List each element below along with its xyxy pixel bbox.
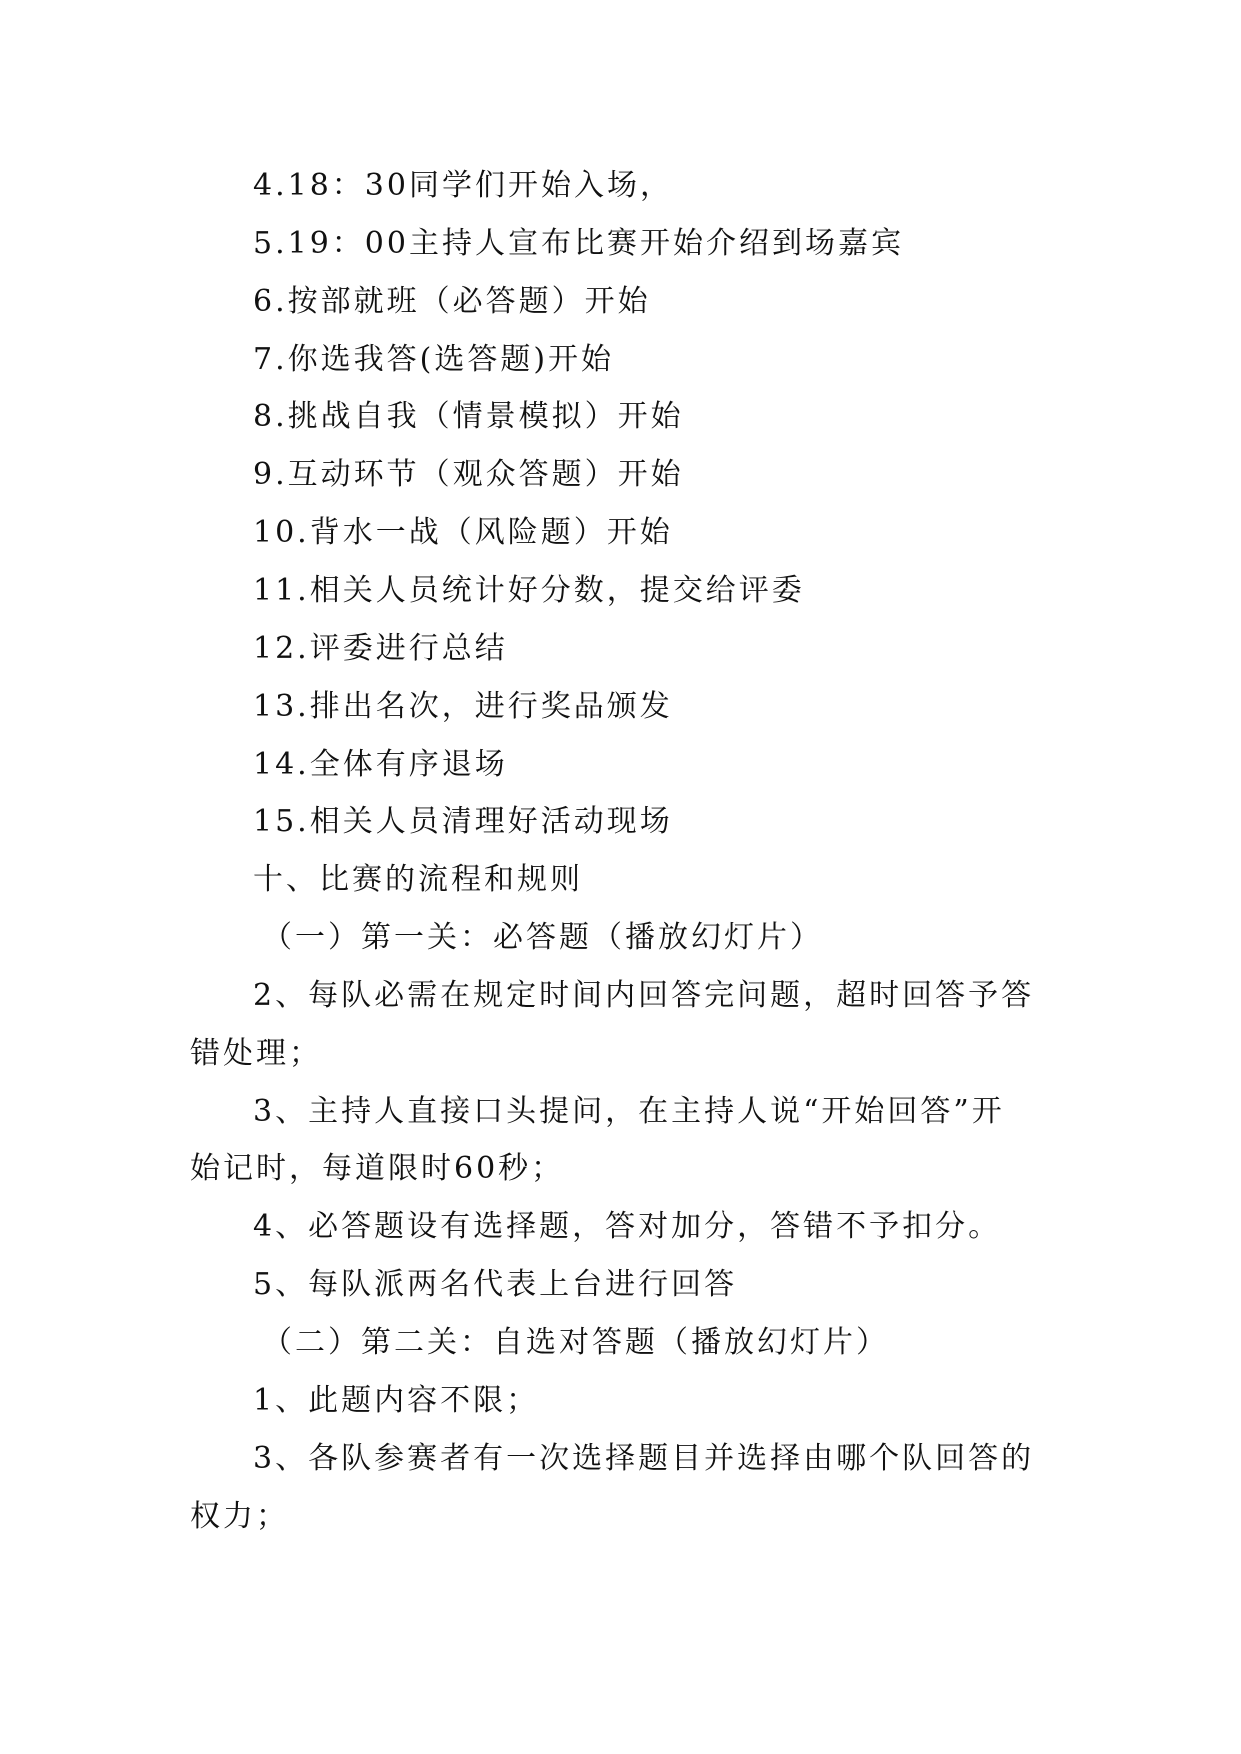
round-two-rule-1: 1、此题内容不限； (253, 1383, 540, 1418)
schedule-item-10: 10.背水一战（风险题）开始 (253, 515, 673, 550)
rule-paragraph-3-line-2: 始记时，每道限时60秒； (190, 1151, 565, 1186)
schedule-item-6: 6.按部就班（必答题）开始 (253, 284, 651, 319)
schedule-item-8: 8.挑战自我（情景模拟）开始 (253, 399, 684, 434)
rule-paragraph-4: 4、必答题设有选择题，答对加分，答错不予扣分。 (253, 1209, 1002, 1244)
schedule-item-14: 14.全体有序退场 (253, 747, 508, 782)
schedule-item-7: 7.你选我答(选答题)开始 (253, 342, 615, 377)
schedule-item-5: 5.19：00主持人宣布比赛开始介绍到场嘉宾 (253, 226, 904, 261)
section-heading-ten: 十、比赛的流程和规则 (253, 862, 583, 897)
schedule-item-15: 15.相关人员清理好活动现场 (253, 804, 673, 839)
subsection-heading-round-one: （一）第一关：必答题（播放幻灯片） (262, 920, 823, 955)
schedule-item-9: 9.互动环节（观众答题）开始 (253, 457, 684, 492)
rule-paragraph-2-line-1: 2、每队必需在规定时间内回答完问题，超时回答予答 (253, 978, 1035, 1013)
schedule-item-4: 4.18：30同学们开始入场， (253, 168, 673, 203)
schedule-item-11: 11.相关人员统计好分数，提交给评委 (253, 573, 805, 608)
schedule-item-12: 12.评委进行总结 (253, 631, 508, 666)
subsection-heading-round-two: （二）第二关：自选对答题（播放幻灯片） (262, 1325, 889, 1360)
round-two-rule-3-line-1: 3、各队参赛者有一次选择题目并选择由哪个队回答的 (253, 1441, 1035, 1476)
rule-paragraph-3-line-1: 3、主持人直接口头提问，在主持人说“开始回答”开 (253, 1094, 1005, 1129)
schedule-item-13: 13.排出名次，进行奖品颁发 (253, 689, 673, 724)
round-two-rule-3-line-2: 权力； (190, 1499, 289, 1534)
rule-paragraph-2-line-2: 错处理； (190, 1036, 322, 1071)
rule-paragraph-5: 5、每队派两名代表上台进行回答 (253, 1267, 738, 1302)
